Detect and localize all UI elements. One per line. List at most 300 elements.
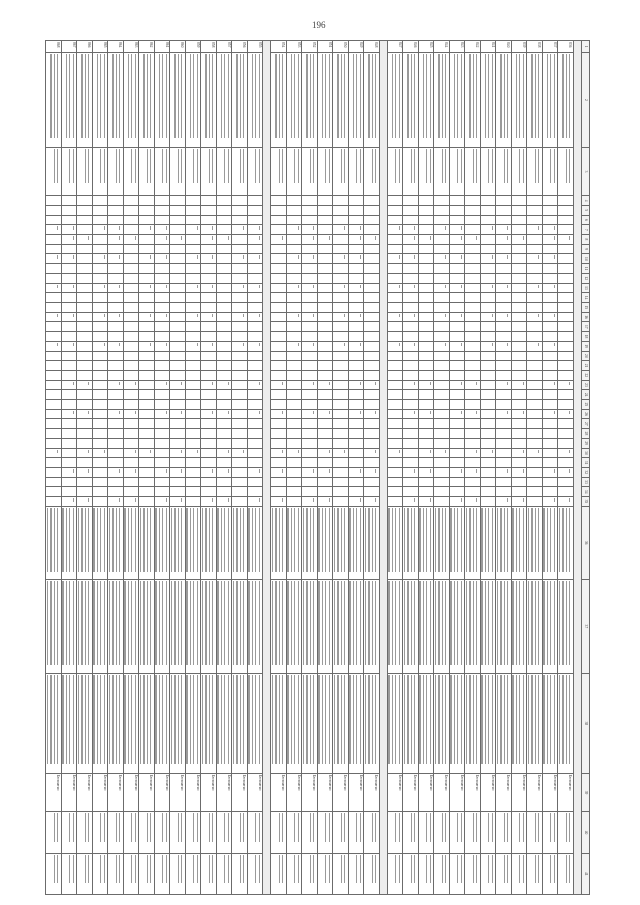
data-cell [108,312,124,322]
illegible-text-line [81,581,82,665]
illegible-text-line [523,581,524,665]
data-cell [465,448,481,458]
data-cell [419,674,435,773]
data-cell [124,448,140,458]
data-cell [450,390,466,400]
illegible-text-line [562,581,563,665]
illegible-text-line [140,581,141,665]
data-cell [271,497,287,507]
data-cell [139,235,155,245]
data-cell [527,812,543,853]
illegible-text-line [476,855,477,884]
data-cell [302,506,318,579]
illegible-text-line [313,285,314,289]
illegible-text-line [272,675,273,764]
data-cell [155,322,171,332]
data-cell [465,254,481,264]
data-cell [201,448,217,458]
illegible-text-line [303,508,304,572]
data-cell [450,215,466,225]
data-cell [496,312,512,322]
data-cell [93,196,109,206]
data-cell [527,273,543,283]
illegible-text-line [243,255,244,259]
data-cell [388,853,404,894]
data-cell [419,853,435,894]
data-cell [201,506,217,579]
data-cell [186,487,202,497]
data-cell [527,438,543,448]
illegible-text-line [507,855,508,884]
illegible-text-line [566,149,567,183]
data-cell [139,312,155,322]
illegible-text-line [116,508,117,572]
illegible-text-line [104,813,105,842]
data-cell [248,419,264,429]
data-cell [46,341,62,351]
data-cell [108,429,124,439]
data-cell [62,225,78,235]
data-cell [217,674,233,773]
data-cell [77,312,93,322]
illegible-text-line [334,675,335,764]
data-cell [434,205,450,215]
illegible-text-line [562,508,563,572]
data-cell [77,853,93,894]
illegible-text-line [228,450,229,454]
data-cell [434,429,450,439]
illegible-text-line [181,508,182,572]
data-cell [403,467,419,477]
illegible-text-line [407,581,408,665]
data-cell [434,322,450,332]
data-cell [93,302,109,312]
data-cell [543,147,559,196]
illegible-text-line [166,813,167,842]
data-cell [388,477,404,487]
row-number-cell: 863 [124,41,140,53]
illegible-text-line [504,149,505,183]
data-cell [333,506,349,579]
data-cell [450,196,466,206]
illegible-text-line [150,675,151,764]
data-cell [186,273,202,283]
fee-cell: Бесплатно [271,773,287,812]
illegible-text-line [47,508,48,572]
illegible-text-line [294,581,295,665]
data-cell [318,147,334,196]
illegible-text-line [519,54,520,138]
data-cell [388,419,404,429]
data-cell [349,477,365,487]
data-cell [512,812,528,853]
data-cell [77,332,93,342]
illegible-text-line [272,581,273,665]
data-cell [434,293,450,303]
data-cell [450,579,466,674]
data-cell [170,506,186,579]
column-number: 30 [582,448,590,458]
illegible-text-line [476,581,477,665]
data-cell [155,264,171,274]
data-cell [248,351,264,361]
data-cell [481,467,497,477]
illegible-text-line [504,508,505,572]
illegible-text-line [344,54,345,138]
table-row [217,41,233,895]
data-cell [93,380,109,390]
data-cell [496,458,512,468]
data-cell [93,332,109,342]
illegible-text-line [457,581,458,665]
data-cell [186,361,202,371]
data-cell [46,448,62,458]
data-cell [287,497,303,507]
data-cell [512,341,528,351]
data-cell [434,196,450,206]
illegible-text-line [282,411,283,415]
illegible-text-line [395,508,396,572]
data-cell [139,322,155,332]
data-cell [77,409,93,419]
column-number: 22 [582,370,590,380]
data-cell [287,380,303,390]
illegible-text-line [294,54,295,138]
data-cell [318,283,334,293]
illegible-text-line [259,285,260,289]
illegible-text-line [88,508,89,572]
data-cell [543,322,559,332]
illegible-text-line [445,226,446,230]
data-cell [139,283,155,293]
data-cell [403,205,419,215]
data-cell [481,370,497,380]
data-cell [364,419,380,429]
illegible-text-line [372,855,373,884]
data-cell [287,419,303,429]
data-cell [388,812,404,853]
data-cell [434,419,450,429]
data-cell [527,497,543,507]
illegible-text-line [156,581,157,665]
data-cell [124,467,140,477]
data-cell [450,467,466,477]
illegible-text-line [298,343,299,347]
data-cell [93,53,109,148]
illegible-text-line [344,149,345,183]
data-cell [364,341,380,351]
illegible-text-line [100,813,101,842]
illegible-text-line [322,508,323,572]
table-row [388,41,404,895]
illegible-text-line [513,508,514,572]
illegible-text-line [469,581,470,665]
data-cell [434,302,450,312]
data-cell [62,409,78,419]
data-cell [232,812,248,853]
data-cell [93,264,109,274]
data-cell [46,497,62,507]
data-cell [388,361,404,371]
illegible-text-line [143,508,144,572]
data-cell [388,283,404,293]
illegible-text-line [94,508,95,572]
fee-cell: Бесплатно [124,773,140,812]
illegible-text-line [193,581,194,665]
data-cell [93,812,109,853]
illegible-text-line [356,855,357,884]
data-cell [388,579,404,674]
data-cell [333,293,349,303]
data-cell [232,293,248,303]
data-cell [481,400,497,410]
data-cell [333,497,349,507]
illegible-text-line [535,675,536,764]
data-cell [349,419,365,429]
data-cell [419,351,435,361]
illegible-text-line [375,54,376,138]
illegible-text-line [85,54,86,138]
data-cell [543,458,559,468]
data-cell [527,477,543,487]
illegible-text-line [414,343,415,347]
data-cell [248,147,264,196]
illegible-text-line [389,581,390,665]
illegible-text-line [399,508,400,572]
illegible-text-line [166,236,167,240]
data-cell [333,53,349,148]
illegible-text-line [78,508,79,572]
data-cell [302,225,318,235]
data-cell [512,196,528,206]
illegible-text-line [554,411,555,415]
data-cell [108,467,124,477]
illegible-text-line [372,813,373,842]
data-cell [139,302,155,312]
illegible-text-line [259,226,260,230]
illegible-text-line [187,675,188,764]
illegible-text-line [554,469,555,473]
illegible-text-line [473,675,474,764]
data-cell [217,332,233,342]
illegible-text-line [438,54,439,138]
illegible-text-line [197,450,198,454]
data-cell [124,273,140,283]
data-cell [419,390,435,400]
illegible-text-line [492,675,493,764]
column-number: 4 [582,196,590,206]
data-cell [512,400,528,410]
row-number-cell: 849 [349,41,365,53]
row-number-cell: 842 [465,41,481,53]
data-cell [364,438,380,448]
data-cell [364,409,380,419]
illegible-text-line [404,508,405,572]
data-cell [558,390,574,400]
illegible-text-line [507,255,508,259]
data-cell [543,361,559,371]
data-cell [62,235,78,245]
fee-cell: Бесплатно [434,773,450,812]
illegible-text-line [473,581,474,665]
data-cell [403,322,419,332]
data-cell [388,351,404,361]
column-number: 36 [582,506,590,579]
illegible-text-line [202,581,203,665]
data-cell [527,390,543,400]
illegible-text-line [523,411,524,415]
data-cell [170,579,186,674]
data-cell [333,579,349,674]
data-cell [403,400,419,410]
data-cell [481,458,497,468]
illegible-text-line [181,54,182,138]
data-cell [450,370,466,380]
illegible-text-line [411,581,412,665]
data-cell [46,235,62,245]
illegible-text-line [243,285,244,289]
data-cell [349,293,365,303]
illegible-text-line [100,855,101,884]
illegible-text-line [88,54,89,138]
illegible-text-line [399,855,400,884]
data-cell [77,293,93,303]
illegible-text-line [344,343,345,347]
illegible-text-line [57,675,58,764]
data-cell [364,225,380,235]
illegible-text-line [298,581,299,665]
data-cell [271,215,287,225]
data-cell [318,380,334,390]
illegible-text-line [423,508,424,572]
illegible-text-line [298,226,299,230]
data-cell [248,361,264,371]
illegible-text-line [344,450,345,454]
illegible-text-line [228,469,229,473]
illegible-text-line [294,508,295,572]
data-cell [77,487,93,497]
data-cell [364,283,380,293]
illegible-text-line [554,226,555,230]
illegible-text-line [212,236,213,240]
illegible-text-line [554,285,555,289]
illegible-text-line [329,382,330,386]
data-cell [450,380,466,390]
data-cell [333,370,349,380]
data-cell [434,467,450,477]
data-cell [77,205,93,215]
illegible-text-line [341,54,342,138]
data-cell [124,458,140,468]
data-cell [46,400,62,410]
illegible-text-line [430,469,431,473]
illegible-text-line [143,675,144,764]
data-cell [124,812,140,853]
data-cell [124,487,140,497]
data-cell [450,419,466,429]
data-cell [543,390,559,400]
illegible-text-line [504,813,505,842]
illegible-text-line [531,581,532,665]
illegible-text-line [119,411,120,415]
data-cell [139,506,155,579]
illegible-text-line [209,508,210,572]
data-cell [512,273,528,283]
data-cell [465,497,481,507]
illegible-text-line [279,508,280,572]
data-cell [170,235,186,245]
data-cell [155,147,171,196]
data-cell [248,53,264,148]
data-cell [170,487,186,497]
illegible-text-line [69,581,70,665]
data-cell [318,254,334,264]
data-cell [287,205,303,215]
data-cell [170,674,186,773]
data-cell [349,322,365,332]
illegible-text-line [85,508,86,572]
illegible-text-line [212,581,213,665]
illegible-text-line [375,382,376,386]
illegible-text-line [488,54,489,138]
illegible-text-line [259,855,260,884]
illegible-text-line [430,581,431,665]
illegible-text-line [50,508,51,572]
data-cell [512,497,528,507]
illegible-text-line [329,54,330,138]
data-cell [349,235,365,245]
illegible-text-line [559,508,560,572]
data-cell [77,812,93,853]
illegible-text-line [360,236,361,240]
data-cell [248,254,264,264]
illegible-text-line [399,813,400,842]
data-cell [349,674,365,773]
illegible-text-line [306,54,307,138]
data-cell [481,438,497,448]
illegible-text-line [538,675,539,764]
data-cell [139,429,155,439]
illegible-text-line [411,508,412,572]
data-cell [46,322,62,332]
data-cell [403,812,419,853]
illegible-text-line [54,581,55,665]
illegible-text-line [131,675,132,764]
illegible-text-line [457,855,458,884]
data-cell [217,205,233,215]
illegible-text-line [313,255,314,259]
illegible-text-line [310,508,311,572]
illegible-text-line [73,54,74,138]
illegible-text-line [341,675,342,764]
data-cell [419,293,435,303]
data-cell [419,487,435,497]
illegible-text-line [461,675,462,764]
data-cell [527,215,543,225]
illegible-text-line [407,508,408,572]
data-cell [318,341,334,351]
illegible-text-line [125,508,126,572]
illegible-text-line [569,813,570,842]
data-cell [403,429,419,439]
data-cell [419,419,435,429]
fee-cell: Бесплатно [62,773,78,812]
data-cell [558,467,574,477]
illegible-text-line [255,508,256,572]
data-cell [364,235,380,245]
fee-cell: Бесплатно [543,773,559,812]
illegible-text-line [197,285,198,289]
